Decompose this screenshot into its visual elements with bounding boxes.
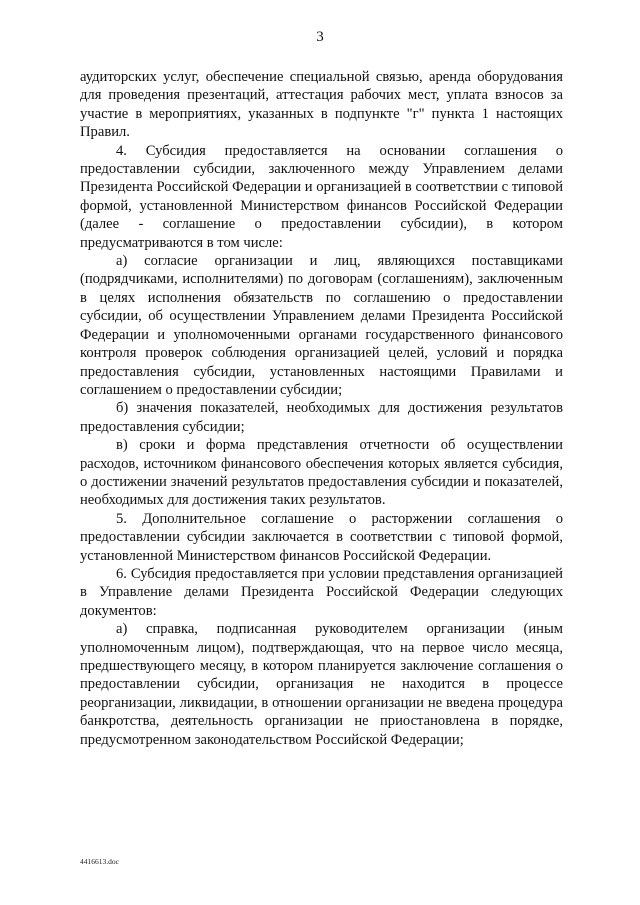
paragraph-continuation: аудиторских услуг, обеспечение специальной связью, аренда оборудования для проведения презентаций, аттестация рабочих мест, уплата взносов за участие в мероприятиях, указанных в подпункте "г" пункта 1 настоящих Правил. (80, 69, 563, 141)
paragraph-subitem-b: б) значения показателей, необходимых для достижения результатов предоставления субсидии; (80, 400, 563, 435)
paragraph-item-5: 5. Дополнительное соглашение о расторжении соглашения о предоставлении субсидии заключается в соответствии с типовой формой, установленной Министерством финансов Российской Федерации. (80, 510, 563, 564)
paragraph-item-6-subitem-a: а) справка, подписанная руководителем организации (иным уполномоченным лицом), подтверждающая, что на первое число месяца, предшествующего месяцу, в котором планируется заключение соглашения о предоставлении субсидии, организация не находится в процессе реорганизации, ликвидации, в отношении организации не введена процедура банкротства, деятельность организации не приостановлена в порядке, предусмотренном законодательством Российской Федерации; (80, 621, 563, 748)
document-body (80, 68, 563, 749)
paragraph-item-4: 4. Субсидия предоставляется на основании соглашения о предоставлении субсидии, заключенного между Управлением делами Президента Российской Федерации и организацией в соответствии с типовой формой, установленной Министерством финансов Российской Федерации (далее - соглашение о предоставлении субсидии), в котором предусматриваются в том числе: (80, 142, 563, 251)
paragraph-subitem-a: а) согласие организации и лиц, являющихся поставщиками (подрядчиками, исполнителями) по договорам (соглашениям), заключенным в целях исполнения обязательств по соглашению о предоставлении субсидии, об осуществлении Управлением делами Президента Российской Федерации и уполномоченными органами государственного финансового контроля проверок соблюдения организацией целей, условий и порядка предоставления субсидии, установленных настоящими Правилами и соглашением о предоставлении субсидии; (80, 253, 563, 398)
document-file-code: 4416613.doc (80, 857, 119, 866)
page-number: 3 (316, 29, 324, 45)
paragraph-item-6: 6. Субсидия предоставляется при условии представления организацией в Управление делами Президента Российской Федерации следующих документов: (80, 565, 563, 619)
paragraph-subitem-v: в) сроки и форма представления отчетности об осуществлении расходов, источником финансового обеспечения которых является субсидия, о достижении значений результатов предоставления субсидии и показателей, необходимых для достижения таких результатов. (80, 437, 563, 509)
